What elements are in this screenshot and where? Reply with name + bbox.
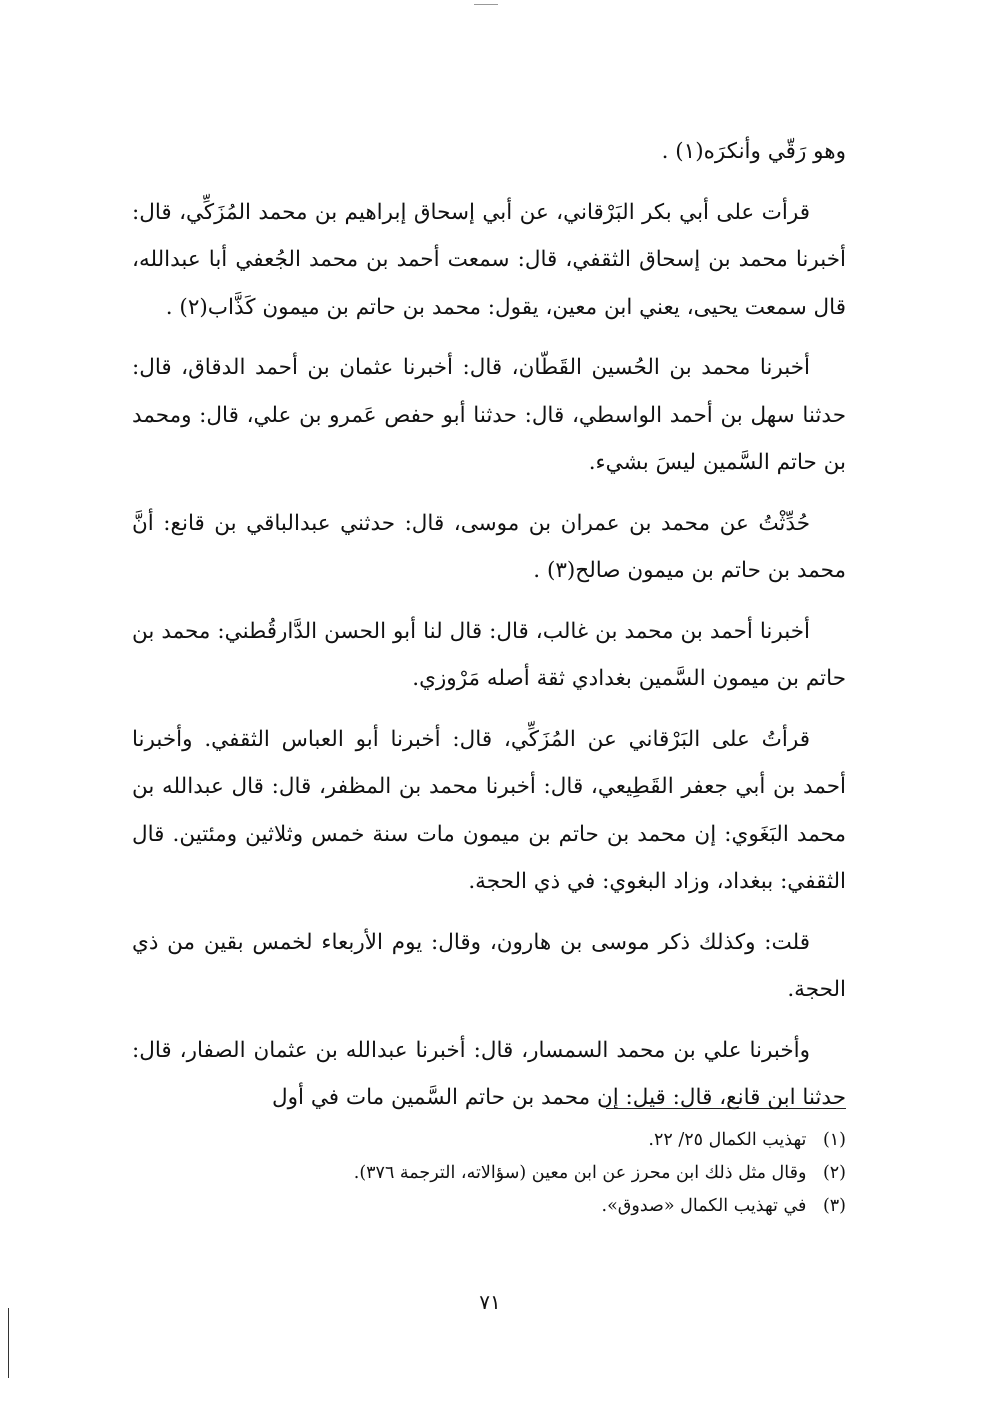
paragraph: أخبرنا أحمد بن محمد بن غالب، قال: قال لنا أبو الحسن الدَّارقُطني: محمد بن حاتم بن ميمون السَّمين بغدادي ثقة أصله مَرْوزي. <box>132 618 846 691</box>
paragraph: وأخبرنا علي بن محمد السمسار، قال: أخبرنا عبدالله بن عثمان الصفار، قال: حدثنا ابن قانع، قال: قيل: إن محمد بن حاتم السَّمين مات في أول <box>132 1037 846 1110</box>
footnote-text: وقال مثل ذلك ابن محرز عن ابن معين (سؤالاته، الترجمة ٣٧٦). <box>353 1163 807 1183</box>
main-text <box>132 128 846 1135</box>
footnote <box>132 1157 846 1190</box>
paragraph: قرأتُ على البَرْقاني عن المُزَكِّي، قال: أخبرنا أبو العباس الثقفي. وأخبرنا أحمد بن أبي جعفر القَطِيعي، قال: أخبرنا محمد بن المظفر، قال: قال عبدالله بن محمد البَغَوي: إن محمد بن حاتم بن ميمون مات سنة خمس وثلاثين ومئتين. قال الثقفي: ببغداد، وزاد البغوي: في ذي الحجة. <box>132 726 846 894</box>
paragraph: قلت: وكذلك ذكر موسى بن هارون، وقال: يوم الأربعاء لخمس بقين من ذي الحجة. <box>132 929 846 1002</box>
footnote <box>132 1124 846 1157</box>
footnotes <box>132 1124 846 1223</box>
footnote-text: تهذيب الكمال ٢٥/ ٢٢. <box>648 1130 807 1150</box>
footnote-number: (٣) <box>822 1196 846 1216</box>
footnote-divider <box>606 1108 846 1109</box>
paragraph: أخبرنا محمد بن الحُسين القَطّان، قال: أخبرنا عثمان بن أحمد الدقاق، قال: حدثنا سهل بن أحمد الواسطي، قال: حدثنا أبو حفص عَمرو بن علي، قال: ومحمد بن حاتم السَّمين ليسَ بشيء. <box>132 355 846 475</box>
page-number: ٧١ <box>479 1290 501 1314</box>
scan-mark <box>474 4 498 5</box>
paragraph: حُدِّثْتُ عن محمد بن عمران بن موسى، قال: حدثني عبدالباقي بن قانع: أنَّ محمد بن حاتم بن ميمون صالح(٣) . <box>132 510 846 583</box>
footnote <box>132 1190 846 1223</box>
footnote-text: في تهذيب الكمال «صدوق». <box>601 1196 807 1216</box>
footnote-number: (١) <box>822 1130 846 1150</box>
scan-edge-line <box>8 1308 9 1378</box>
paragraph: وهو رَقّي وأنكرَه(١) . <box>661 139 846 164</box>
footnote-number: (٢) <box>822 1163 846 1183</box>
paragraph: قرأت على أبي بكر البَرْقاني، عن أبي إسحاق إبراهيم بن محمد المُزَكِّي، قال: أخبرنا محمد بن إسحاق الثقفي، قال: سمعت أحمد بن محمد الجُعفي أبا عبدالله، قال سمعت يحيى، يعني ابن معين، يقول: محمد بن حاتم بن ميمون كَذَّاب(٢) . <box>132 199 846 320</box>
